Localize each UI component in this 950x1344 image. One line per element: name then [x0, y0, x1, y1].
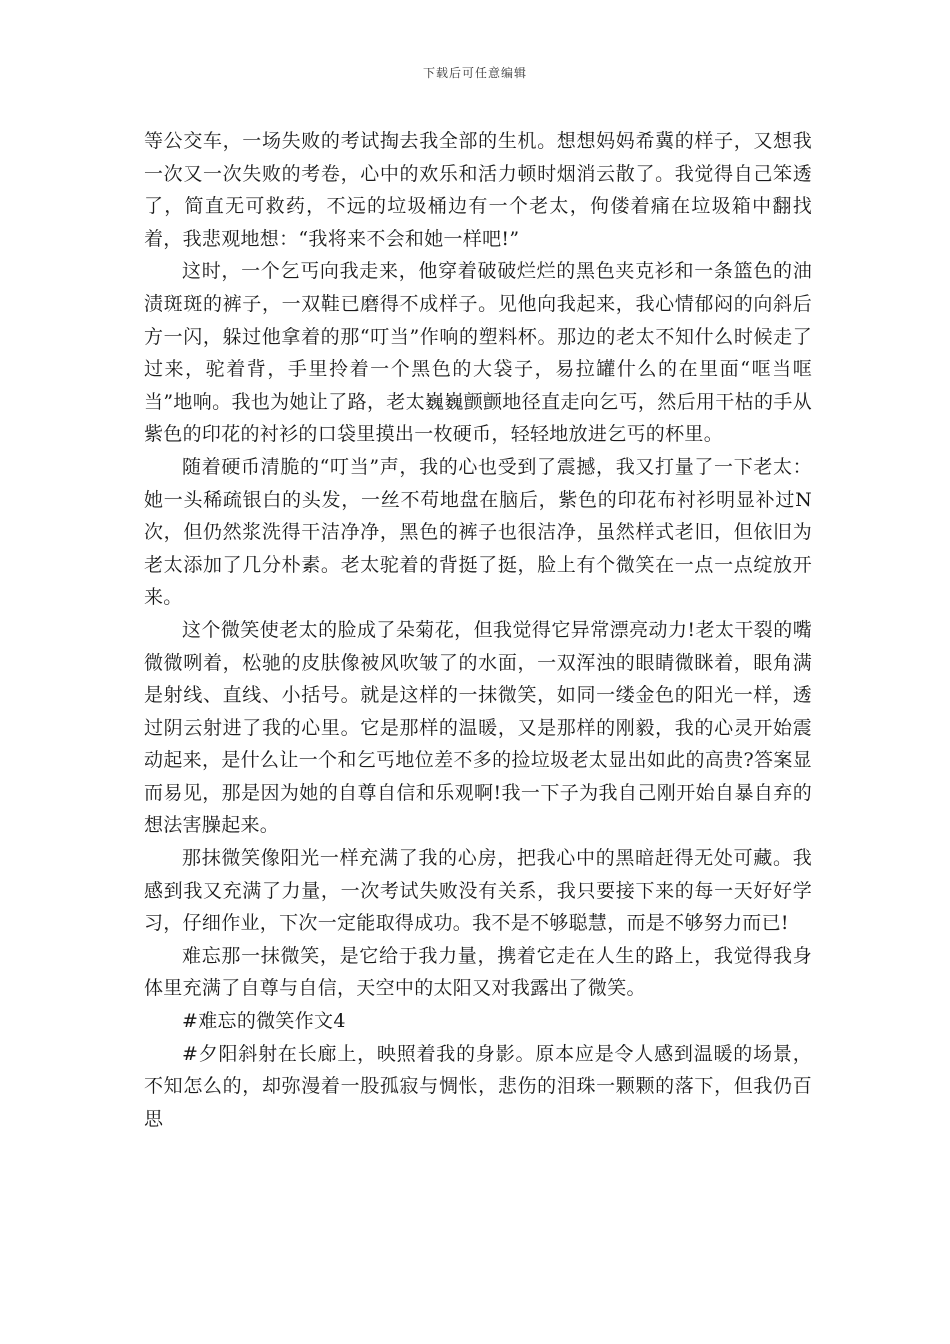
paragraph-2: 这时，一个乞丐向我走来，他穿着破破烂烂的黑色夹克衫和一条篮色的油渍斑斑的裤子，一双鞋已磨得不成样子。见他向我起来，我心情郁闷的向斜后方一闪，躲过他拿着的那“叮当”作响的塑料杯。那边的老太不知什么时候走了过来，驼着背，手里拎着一个黑色的大袋子，易拉罐什么的在里面“哐当哐当”地响。我也为她让了路，老太巍巍颤颤地径直走向乞丐，然后用干枯的手从紫色的印花的衬衫的口袋里摸出一枚硬币，轻轻地放进乞丐的杯里。 [144, 260, 812, 446]
paragraph-1: 等公交车，一场失败的考试掏去我全部的生机。想想妈妈希冀的样子，又想我一次又一次失败的考卷，心中的欢乐和活力顿时烟消云散了。我觉得自己笨透了，简直无可救药，不远的垃圾桶边有一个老太，佝偻着痛在垃圾箱中翻找着，我悲观地想：“我将来不会和她一样吧!” [144, 130, 812, 250]
document-body [144, 125, 812, 1135]
page-header: 下载后可任意编辑 [422, 66, 527, 80]
paragraph-7: #夕阳斜射在长廊上，映照着我的身影。原本应是令人感到温暖的场景，不知怎么的，却弥漫着一股孤寂与惆怅，悲伤的泪珠一颗颗的落下，但我仍百思 [144, 1042, 812, 1130]
paragraph-4: 这个微笑使老太的脸成了朵菊花，但我觉得它异常漂亮动力!老太干裂的嘴微微咧着，松驰的皮肤像被风吹皱了的水面，一双浑浊的眼睛微眯着，眼角满是射线、直线、小括号。就是这样的一抹微笑，如同一缕金色的阳光一样，透过阴云射进了我的心里。它是那样的温暖，又是那样的刚毅，我的心灵开始震动起来，是什么让一个和乞丐地位差不多的捡垃圾老太显出如此的高贵?答案显而易见，那是因为她的自尊自信和乐观啊!我一下子为我自己刚开始自暴自弃的想法害臊起来。 [144, 618, 812, 837]
paragraph-3: 随着硬币清脆的“叮当”声，我的心也受到了震撼，我又打量了一下老太：她一头稀疏银白的头发，一丝不苟地盘在脑后，紫色的印花布衬衫明显补过N次，但仍然浆洗得干洁净净，黑色的裤子也很洁净，虽然样式老旧，但依旧为老太添加了几分朴素。老太驼着的背挺了挺，脸上有个微笑在一点一点绽放开来。 [144, 455, 812, 609]
paragraph-6: 难忘那一抹微笑，是它给于我力量，携着它走在人生的路上，我觉得我身体里充满了自尊与自信，天空中的太阳又对我露出了微笑。 [144, 944, 812, 1000]
paragraph-5: 那抹微笑像阳光一样充满了我的心房，把我心中的黑暗赶得无处可藏。我感到我又充满了力量，一次考试失败没有关系，我只要接下来的每一天好好学习，仔细作业，下次一定能取得成功。我不是不够聪慧，而是不够努力而已! [144, 847, 812, 935]
section-heading: #难忘的微笑作文4 [182, 1010, 346, 1033]
